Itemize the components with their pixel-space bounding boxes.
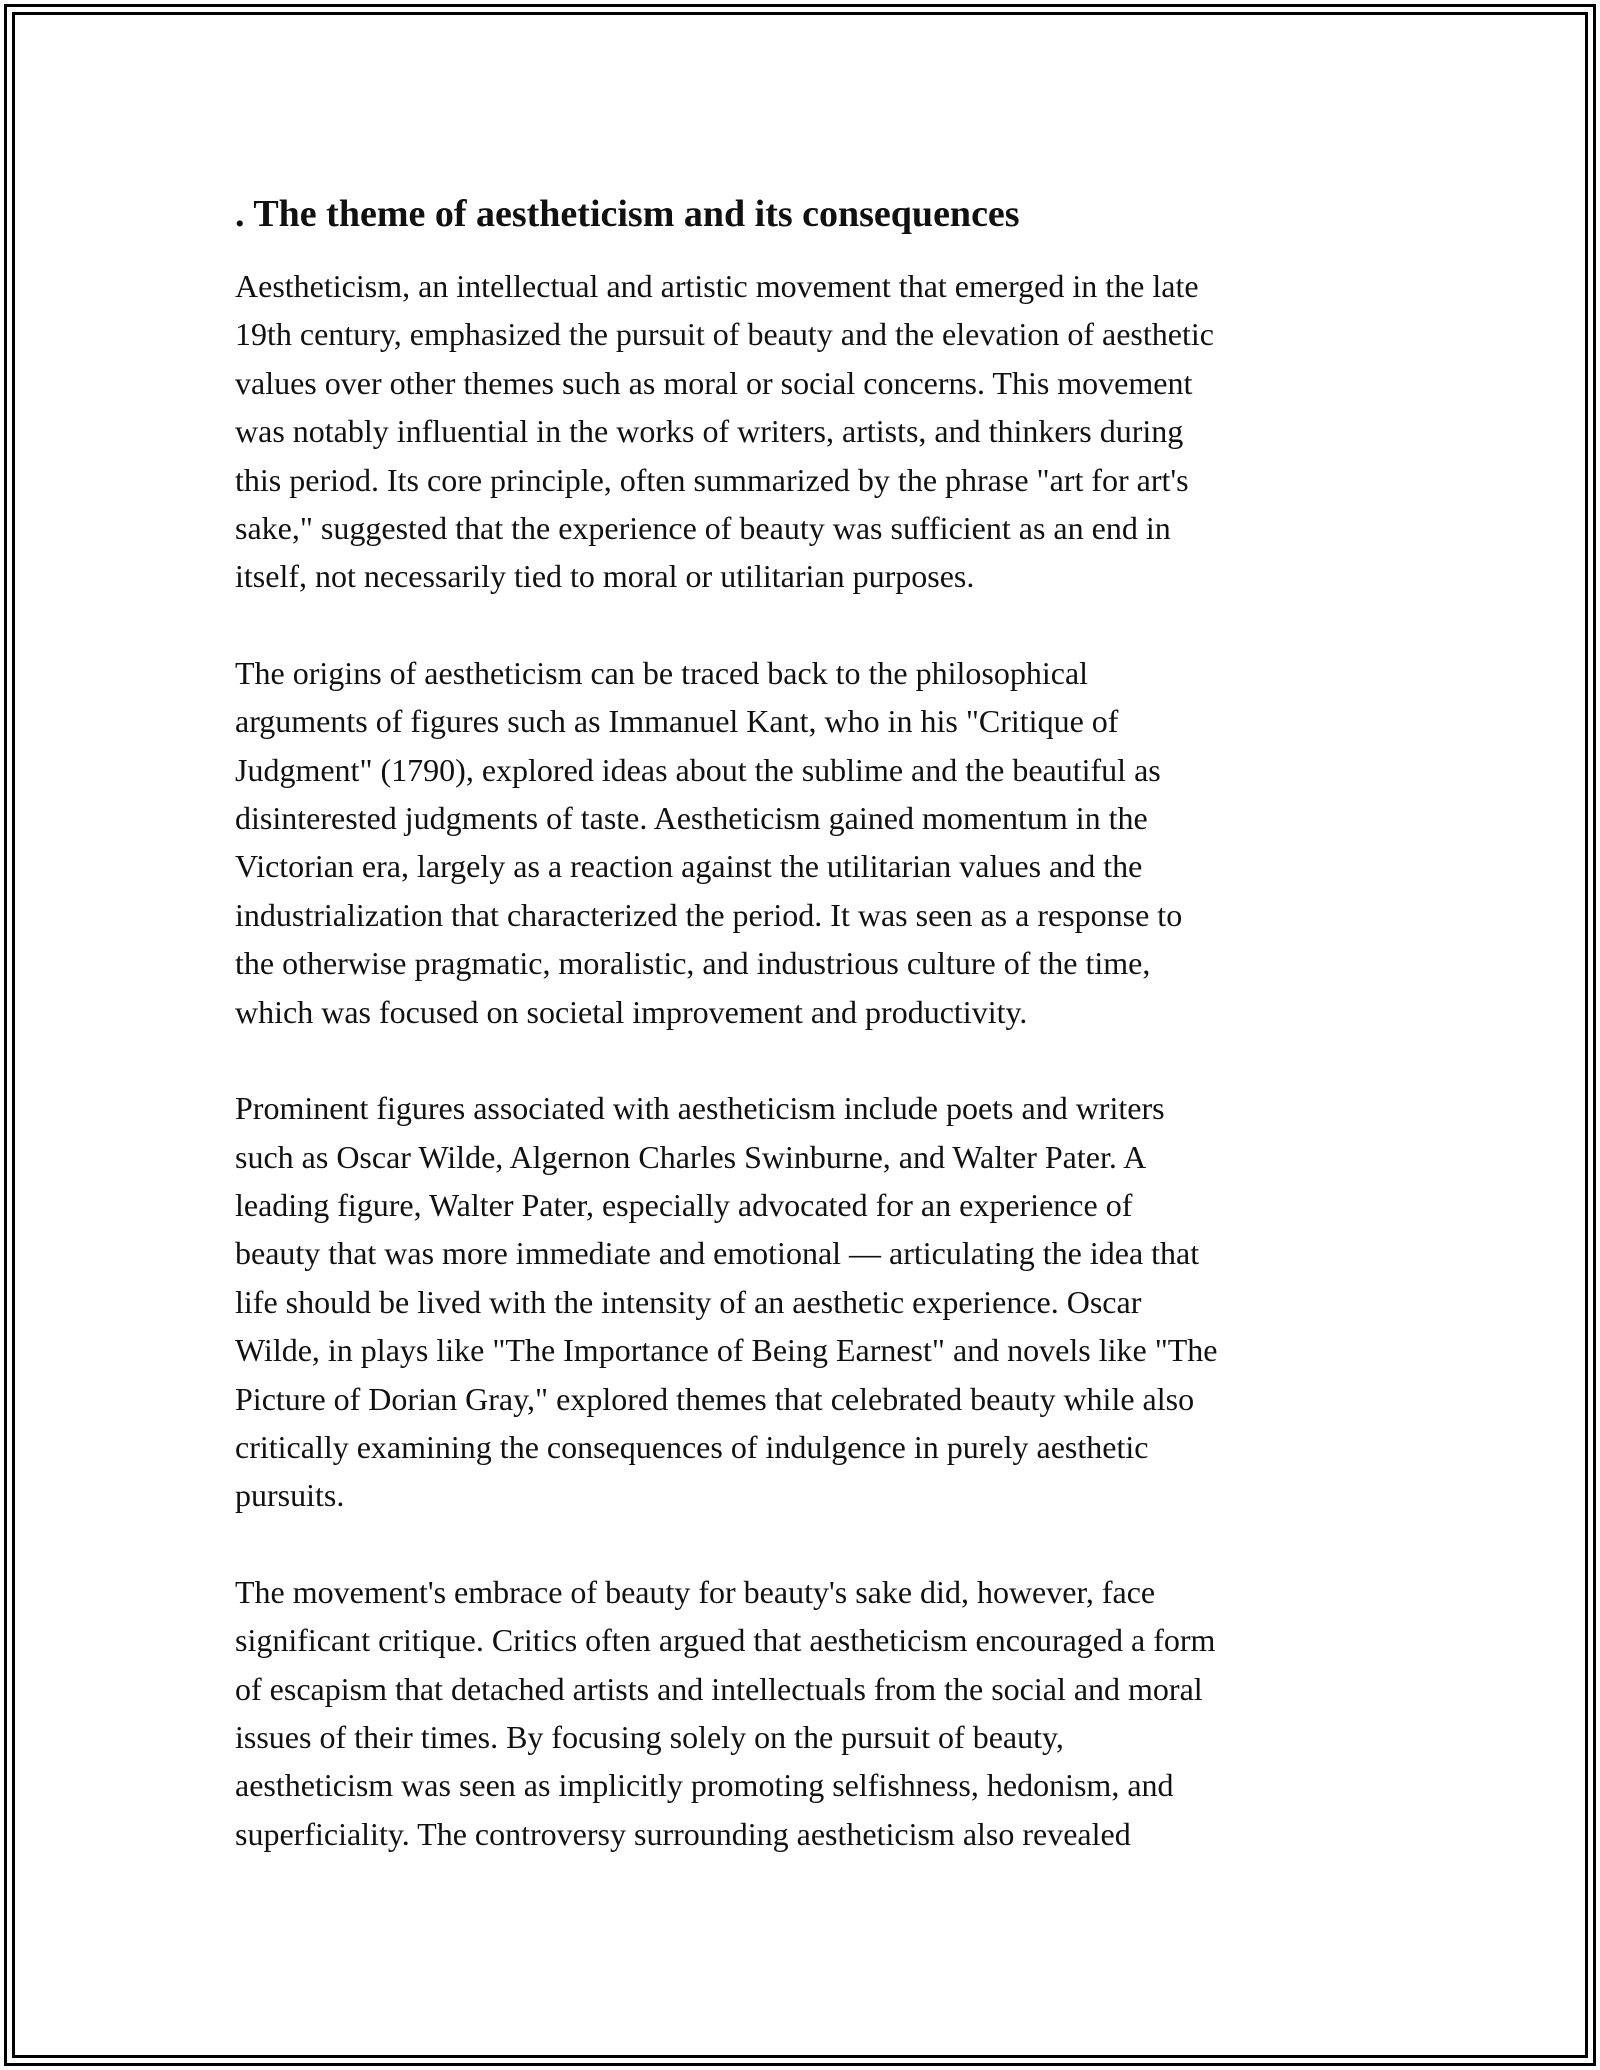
paragraph-2: The origins of aestheticism can be traced back to the philosophical arguments of figures such as Immanuel Kant, who in his "Critique of Judgment" (1790), explored ideas about the sublime and the beautiful as disinterested judgments of taste. Aestheticism gained momentum in the Victorian era, largely as a reaction against the utilitarian values and the industrialization that characterized the period. It was seen as a response to the otherwise pragmatic, moralistic, and industrious culture of the time, which was focused on societal improvement and productivity. [235, 654, 1183, 1030]
paragraph-3: Prominent figures associated with aestheticism include poets and writers such as Oscar Wilde, Algernon Charles Swinburne, and Walter Pater. A leading figure, Walter Pater, especially advocated for an experience of beauty that was more immediate and emotional — articulating the idea that life should be lived with the intensity of an aesthetic experience. Oscar Wilde, in plays like "The Importance of Being Earnest" and novels like "The Picture of Dorian Gray," explored themes that celebrated beauty while also critically examining the consequences of indulgence in purely aesthetic pursuits. [235, 1090, 1218, 1514]
document-title: . The theme of aestheticism and its consequences [235, 193, 1020, 235]
paragraph-1: Aestheticism, an intellectual and artistic movement that emerged in the late 19th century, emphasized the pursuit of beauty and the elevation of aesthetic values over other themes such as moral or social concerns. This movement was notably influential in the works of writers, artists, and thinkers during this period. Its core principle, often summarized by the phrase "art for art's sake," suggested that the experience of beauty was sufficient as an end in itself, not necessarily tied to moral or utilitarian purposes. [235, 268, 1214, 595]
paragraph-4: The movement's embrace of beauty for beauty's sake did, however, face significant critique. Critics often argued that aestheticism encouraged a form of escapism that detached artists and intellectuals from the social and moral issues of their times. By focusing solely on the pursuit of beauty, aestheticism was seen as implicitly promoting selfishness, hedonism, and superficiality. The controversy surrounding aestheticism also revealed [235, 1573, 1216, 1852]
document-body [235, 188, 1375, 1858]
